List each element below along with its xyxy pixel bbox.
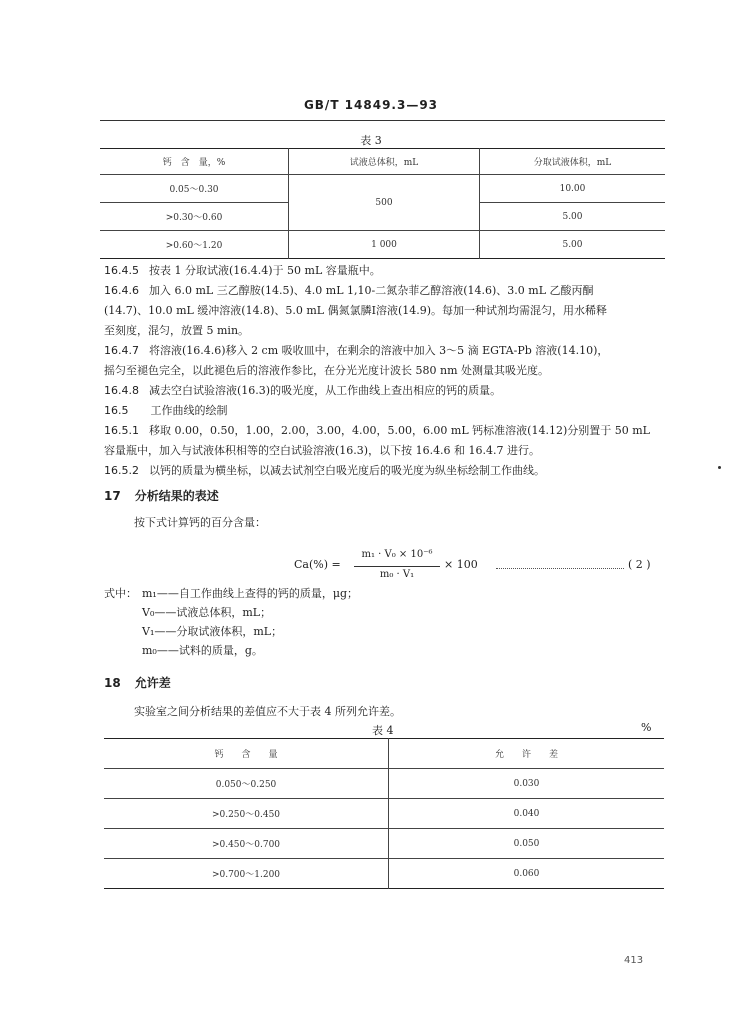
- paragraph-number: 16.5: [104, 404, 129, 417]
- table-row: [104, 829, 664, 859]
- section-17-heading: [104, 487, 219, 504]
- variable-symbol: m₁: [142, 587, 157, 600]
- paragraph-text: 移取 0.00，0.50，1.00，2.00，3.00，4.00，5.00，6.00 mL 钙标准溶液(14.12)分别置于 50 mL: [149, 424, 650, 437]
- table-3-cell-aliquot: 5.00: [562, 211, 583, 222]
- paragraph-16-5-2: [104, 461, 664, 481]
- variable-definition: [142, 622, 282, 641]
- table-4-unit: %: [641, 721, 652, 734]
- table-4-header-tolerance: 允 许 差: [494, 750, 558, 760]
- table-row: [104, 769, 664, 799]
- paragraph-number: 16.4.7: [104, 344, 139, 357]
- table-4-cell-range: >0.450～0.700: [104, 829, 389, 859]
- paragraph-number: 16.4.6: [104, 284, 139, 297]
- variable-definition: [142, 603, 271, 622]
- page-header: GB/T 14849.3—93: [303, 98, 439, 112]
- table-row: [100, 231, 665, 259]
- variable-symbol: V₁: [142, 625, 155, 638]
- paragraph-text: 减去空白试验溶液(16.3)的吸光度，从工作曲线上查出相应的钙的质量。: [149, 384, 502, 397]
- table-4-cell-range: 0.050～0.250: [104, 769, 389, 799]
- section-title: 分析结果的表述: [134, 489, 219, 503]
- page-number: 413: [624, 955, 644, 966]
- paragraph-text: 加入 6.0 mL 三乙醇胺(14.5)、4.0 mL 1,10-二氮杂菲乙醇溶液(14.6)、3.0 mL 乙酸丙酮: [149, 284, 594, 297]
- variable-description: ——分取试液体积，mL；: [154, 625, 283, 638]
- paragraph-16-4-8: [104, 381, 664, 401]
- paragraph-text: 将溶液(16.4.6)移入 2 cm 吸收皿中，在剩余的溶液中加入 3～5 滴 EGTA-Pb 溶液(14.10)，: [149, 344, 609, 357]
- table-4-cell-tolerance: 0.060: [513, 868, 540, 879]
- header-rule: [100, 120, 665, 121]
- table-3-header-content: 钙 含 量，%: [100, 149, 289, 175]
- formula-lhs: Ca(%) =: [294, 558, 341, 571]
- variable-definition: [142, 641, 263, 660]
- table-4-cell-range: >0.700～1.200: [104, 859, 389, 889]
- table-row: [104, 859, 664, 889]
- leader-dots: [496, 568, 624, 569]
- section-18-heading: [104, 674, 171, 691]
- paragraph-number: 16.5.2: [104, 464, 139, 477]
- scan-speck: [718, 466, 721, 469]
- paragraph-16-4-6: [104, 281, 664, 341]
- table-3-cell-total: 1 000: [289, 231, 480, 259]
- table-row: [100, 175, 665, 203]
- paragraph-text: (14.7)、10.0 mL 缓冲溶液(14.8)、5.0 mL 偶氮氯膦Ⅰ溶液(14.9)。每加一种试剂均需混匀，用水稀释: [104, 304, 608, 317]
- paragraph-text: 按表 1 分取试液(16.4.4)于 50 mL 容量瓶中。: [149, 264, 381, 277]
- formula-number: ( 2 ): [628, 558, 651, 571]
- paragraph-text: 工作曲线的绘制: [150, 404, 228, 417]
- paragraph-text: 摇匀至褪色完全，以此褪色后的溶液作参比，在分光光度计波长 580 nm 处测量其吸光度。: [104, 364, 549, 377]
- paragraph-text: 容量瓶中，加入与试液体积相等的空白试验溶液(16.3)，以下按 16.4.6 和 16.4.7 进行。: [104, 444, 541, 457]
- paragraph-16-4-7: [104, 341, 664, 381]
- paragraph-16-5-1: [104, 421, 664, 461]
- variable-description: ——试料的质量，g。: [156, 644, 263, 657]
- table-3-cell-range: >0.30～0.60: [100, 203, 289, 231]
- section-number: 18: [104, 676, 121, 690]
- table-3-header-total: 试液总体积，mL: [289, 149, 480, 175]
- table-3-cell-total: 500: [289, 175, 480, 231]
- section-18-intro: 实验室之间分析结果的差值应不大于表 4 所列允许差。: [134, 705, 401, 718]
- table-3: [100, 148, 665, 259]
- table-row: [104, 799, 664, 829]
- variable-description: ——试液总体积，mL；: [154, 606, 272, 619]
- paragraph-number: 16.5.1: [104, 424, 139, 437]
- paragraph-number: 16.4.5: [104, 264, 139, 277]
- where-label: 式中：: [104, 587, 137, 600]
- heading-16-5: [104, 401, 664, 421]
- table-4-cell-tolerance: 0.040: [513, 808, 540, 819]
- table-4-header-content: 钙 含 量: [104, 739, 389, 769]
- fraction-bar: [354, 566, 440, 567]
- variable-symbol: V₀: [142, 606, 155, 619]
- table-3-cell-range: >0.60～1.20: [100, 231, 289, 259]
- paragraph-text: 至刻度，混匀，放置 5 min。: [104, 324, 250, 337]
- table-4-caption: 表 4: [372, 724, 394, 737]
- paragraph-16-4-5: [104, 261, 664, 281]
- paragraph-text: 以钙的质量为横坐标，以减去试剂空白吸光度后的吸光度为纵坐标绘制工作曲线。: [149, 464, 545, 477]
- formula-numerator: m₁ · V₀ × 10⁻⁶: [361, 549, 433, 560]
- section-17-intro: 按下式计算钙的百分含量：: [134, 516, 266, 529]
- variable-symbol: m₀: [142, 644, 157, 657]
- section-number: 17: [104, 489, 121, 503]
- variable-definition: [142, 584, 358, 603]
- table-3-caption: 表 3: [360, 134, 382, 147]
- table-4-cell-tolerance: 0.050: [513, 838, 540, 849]
- table-4-cell-tolerance: 0.030: [513, 778, 540, 789]
- formula-rhs: × 100: [444, 558, 478, 571]
- section-title: 允许差: [134, 676, 171, 690]
- table-3-cell-range: 0.05～0.30: [100, 175, 289, 203]
- paragraph-number: 16.4.8: [104, 384, 139, 397]
- table-3-header-aliquot: 分取试液体积，mL: [533, 158, 612, 168]
- table-3-cell-aliquot: 5.00: [562, 239, 583, 250]
- variable-description: ——自工作曲线上查得的钙的质量，μg；: [156, 587, 359, 600]
- table-4: [104, 738, 664, 889]
- formula-denominator: m₀ · V₁: [379, 569, 415, 580]
- table-4-cell-range: >0.250～0.450: [104, 799, 389, 829]
- table-3-cell-aliquot: 10.00: [559, 183, 586, 194]
